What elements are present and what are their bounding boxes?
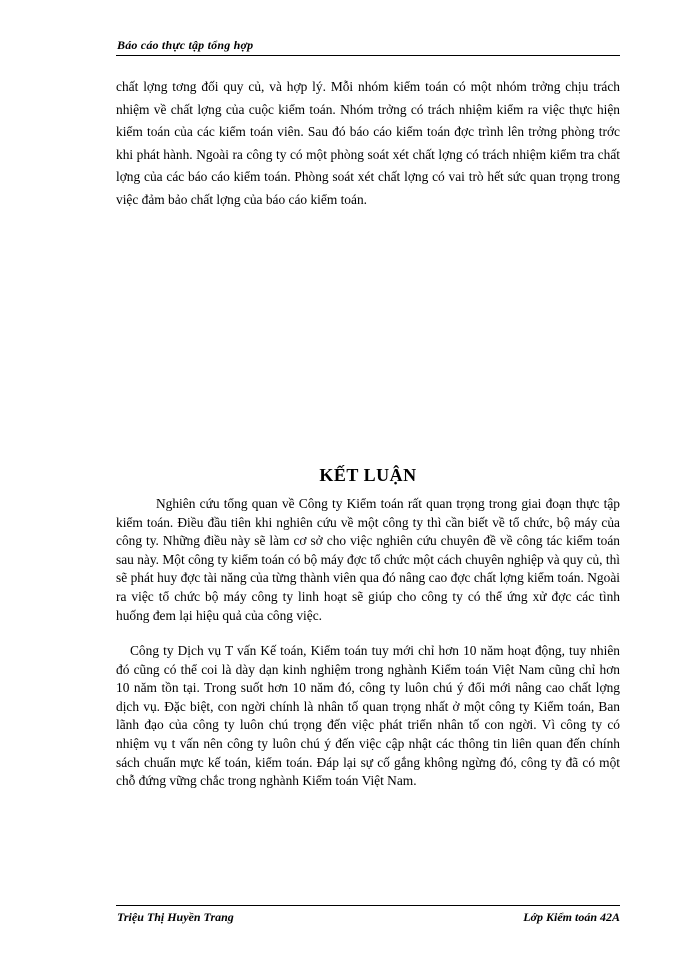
paragraph-conclusion-company: Công ty Dịch vụ T vấn Kế toán, Kiểm toán tuy mới chỉ hơn 10 năm hoạt động, tuy nhiên đó cũng có thể coi là dày dạn kinh nghiệm trong nghành Kiểm toán Việt Nam cũng chỉ hơn 10 năm tồn tại. Trong suốt hơn 10 năm đó, công ty luôn chú ý đổi mới nâng cao chất lợng dịch vụ. Đặc biệt, con ngời chính là nhân tố quan trọng nhất ở một công ty Kiểm toán, Ban lãnh đạo của công ty luôn chú trọng đến việc phát triển nhân tố con ngời. Vì công ty có nhiệm vụ t vấn nên công ty luôn chú ý đến việc cập nhật các thông tin liên quan đến chính sách chuẩn mực kế toán, kiểm toán. Đáp lại sự cố gắng không ngừng đó, công ty đã có một chỗ đứng vững chắc trong nghành Kiểm toán Việt Nam. — [116, 643, 620, 789]
conclusion-heading: KẾT LUẬN — [319, 465, 417, 485]
footer-class: Lớp Kiểm toán 42A — [523, 910, 620, 924]
footer-author: Triệu Thị Huyền Trang — [117, 910, 234, 924]
paragraph-conclusion-overview: Nghiên cứu tổng quan về Công ty Kiểm toán rất quan trọng trong giai đoạn thực tập kiểm toán. Điều đầu tiên khi nghiên cứu về một công ty thì cần biết về tổ chức, bộ máy của công ty. Những điều này sẽ làm cơ sở cho việc nghiên cứu chuyên đề về công tác kiểm toán sau này. Một công ty kiểm toán có bộ máy đợc tổ chức một cách chuyên nghiệp và quy củ, thì sẽ phát huy đợc tài năng của từng thành viên qua đó nâng cao đợc chất lợng kiểm toán. Ngoài ra việc tổ chức bộ máy công ty linh hoạt sẽ giúp cho công ty có thể ứng xử đợc các tình huống đem lại hiệu quả của công việc. — [116, 496, 620, 623]
paragraph-quality-control: chất lợng tơng đối quy củ, và hợp lý. Mỗi nhóm kiểm toán có một nhóm trởng chịu trách nhiệm về chất lợng của cuộc kiểm toán. Nhóm trởng có trách nhiệm kiểm ra việc thực hiện kiểm toán của các kiểm toán viên. Sau đó báo cáo kiểm toán đợc trình lên trởng phòng trớc khi phát hành. Ngoài ra công ty có một phòng soát xét chất lợng có trách nhiệm kiểm tra chất lợng của các báo cáo kiểm toán. Phòng soát xét chất lợng có vai trò hết sức quan trọng trong việc đảm bảo chất lợng của báo cáo kiểm toán. — [116, 79, 620, 207]
header-rule — [116, 55, 620, 56]
footer-rule — [116, 905, 620, 906]
header-title: Báo cáo thực tập tổng hợp — [117, 38, 254, 52]
